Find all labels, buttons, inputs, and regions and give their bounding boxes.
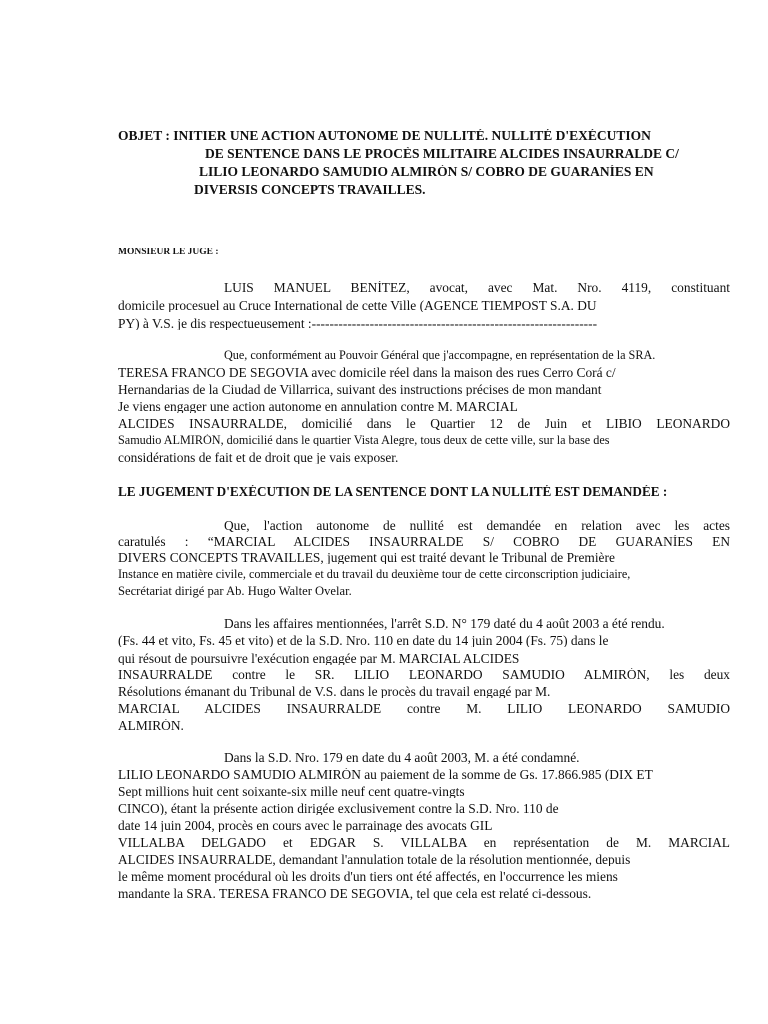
paragraph-5-line-2: LILIO LEONARDO SAMUDIO ALMIRÓN au paiement de la somme de Gs. 17.866.985 (DIX ET [118, 768, 653, 782]
paragraph-3-line-1: Que, l'action autonome de nullité est demandée en relation avec les actes [224, 519, 730, 533]
paragraph-3-line-5: Secrétariat dirigé par Ab. Hugo Walter Ovelar. [118, 585, 352, 598]
paragraph-2-line-5: ALCIDES INSAURRALDE, domicilié dans le Quartier 12 de Juin et LIBIO LEONARDO [118, 417, 730, 431]
object-line-3: LILIO LEONARDO SAMUDIO ALMIRÓN S/ COBRO DE GUARANÍES EN [199, 165, 654, 179]
paragraph-4-line-6: MARCIAL ALCIDES INSAURRALDE contre M. LILIO LEONARDO SAMUDIO [118, 702, 730, 716]
paragraph-5-line-9: mandante la SRA. TERESA FRANCO DE SEGOVIA, tel que cela est relaté ci-dessous. [118, 887, 592, 901]
paragraph-2-line-6: Samudio ALMIRÓN, domicilié dans le quartier Vista Alegre, tous deux de cette ville, sur la base des [118, 434, 610, 447]
paragraph-2-line-3: Hernandarias de la Ciudad de Villarrica, suivant des instructions précises de mon mandant [118, 383, 602, 397]
paragraph-5-line-8: le même moment procédural où les droits d'un tiers ont été affectés, en l'occurrence les miens [118, 870, 618, 884]
paragraph-3-line-3: DIVERS CONCEPTS TRAVAILLES, jugement qui est traité devant le Tribunal de Première [118, 551, 615, 565]
paragraph-4-line-7: ALMIRÓN. [118, 719, 184, 733]
paragraph-2-line-4: Je viens engager une action autonome en annulation contre M. MARCIAL [118, 400, 518, 414]
paragraph-1-line-1: LUIS MANUEL BENÍTEZ, avocat, avec Mat. Nro. 4119, constituant [224, 281, 730, 295]
paragraph-5-line-3: Sept millions huit cent soixante-six mille neuf cent quatre-vingts [118, 785, 465, 799]
paragraph-4-line-5: Résolutions émanant du Tribunal de V.S. dans le procès du travail engagé par M. [118, 685, 551, 699]
paragraph-1-line-2: domicile procesuel au Cruce International de cette Ville (AGENCE TIEMPOST S.A. DU [118, 299, 597, 313]
paragraph-1-line-3: PY) à V.S. je dis respectueusement :---------------------------------------------------------------- [118, 317, 598, 331]
paragraph-2-line-1: Que, conformément au Pouvoir Général que j'accompagne, en représentation de la SRA. [224, 349, 656, 362]
paragraph-5-line-4: CINCO), étant la présente action dirigée exclusivement contre la S.D. Nro. 110 de [118, 802, 559, 816]
paragraph-2-line-7: considérations de fait et de droit que je vais exposer. [118, 451, 399, 465]
paragraph-4-line-3: qui résout de poursuivre l'exécution engagée par M. MARCIAL ALCIDES [118, 652, 520, 666]
paragraph-5-line-6: VILLALBA DELGADO et EDGAR S. VILLALBA en représentation de M. MARCIAL [118, 836, 730, 850]
object-line-4: DIVERSIS CONCEPTS TRAVAILLES. [194, 183, 426, 197]
paragraph-4-line-4: INSAURRALDE contre le SR. LILIO LEONARDO SAMUDIO ALMIRÓN, les deux [118, 668, 730, 682]
paragraph-2-line-2: TERESA FRANCO DE SEGOVIA avec domicile réel dans la maison des rues Cerro Corá c/ [118, 366, 616, 380]
salutation: MONSIEUR LE JUGE : [118, 248, 219, 257]
paragraph-3-line-4: Instance en matière civile, commerciale et du travail du deuxième tour de cette circonscription judiciaire, [118, 568, 631, 581]
paragraph-5-line-7: ALCIDES INSAURRALDE, demandant l'annulation totale de la résolution mentionnée, depuis [118, 853, 631, 867]
paragraph-5-line-1: Dans la S.D. Nro. 179 en date du 4 août 2003, M. a été condamné. [224, 751, 580, 765]
paragraph-4-line-2: (Fs. 44 et vito, Fs. 45 et vito) et de la S.D. Nro. 110 en date du 14 juin 2004 (Fs. 75) dans le [118, 634, 609, 648]
paragraph-4-line-1: Dans les affaires mentionnées, l'arrêt S.D. N° 179 daté du 4 août 2003 a été rendu. [224, 617, 665, 631]
paragraph-3-line-2: caratulés : “MARCIAL ALCIDES INSAURRALDE S/ COBRO DE GUARANÍES EN [118, 535, 730, 549]
object-line-2: DE SENTENCE DANS LE PROCÈS MILITAIRE ALCIDES INSAURRALDE C/ [205, 147, 679, 161]
object-line-1: OBJET : INITIER UNE ACTION AUTONOME DE NULLITÉ. NULLITÉ D'EXÉCUTION [118, 129, 651, 143]
paragraph-5-line-5: date 14 juin 2004, procès en cours avec le parrainage des avocats GIL [118, 819, 493, 833]
section-heading: LE JUGEMENT D'EXÉCUTION DE LA SENTENCE DONT LA NULLITÉ EST DEMANDÉE : [118, 485, 668, 499]
